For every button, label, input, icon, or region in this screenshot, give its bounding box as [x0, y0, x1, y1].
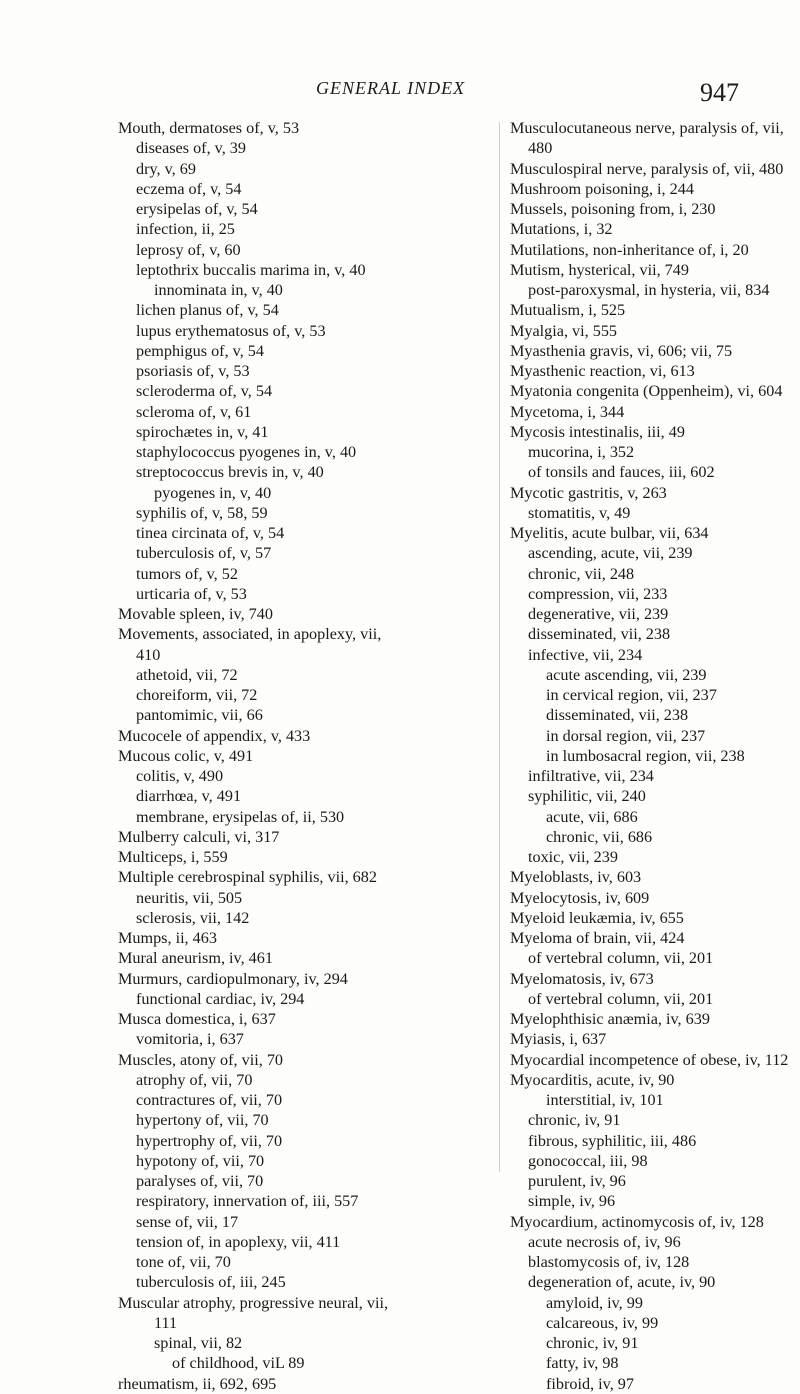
index-entry: Multiple cerebrospinal syphilis, vii, 682 — [118, 868, 377, 887]
index-entry: Myeloma of brain, vii, 424 — [510, 929, 685, 947]
index-entry: calcareous, iv, 99 — [546, 1313, 659, 1332]
index-entry: Myocarditis, acute, iv, 90 — [510, 1070, 675, 1089]
index-entry: infection, ii, 25 — [136, 220, 235, 239]
page-number: 947 — [700, 78, 739, 107]
index-entry: Mycotic gastritis, v, 263 — [510, 483, 667, 502]
index-entry: urticaria of, v, 53 — [136, 584, 247, 603]
column-divider — [499, 122, 500, 1172]
index-entry: stomatitis, v, 49 — [528, 503, 631, 522]
index-entry: mucorina, i, 352 — [528, 443, 635, 461]
index-entry: acute ascending, vii, 239 — [546, 665, 707, 684]
index-entry: Muscles, atony of, vii, 70 — [118, 1050, 284, 1069]
index-entry: Myiasis, i, 637 — [510, 1030, 607, 1049]
running-title: GENERAL INDEX — [316, 78, 466, 98]
index-entry: degeneration of, acute, iv, 90 — [528, 1273, 716, 1292]
index-entry: Musculospiral nerve, paralysis of, vii, 480 — [510, 159, 784, 178]
index-entry: disseminated, vii, 238 — [528, 625, 671, 644]
index-entry: degenerative, vii, 239 — [528, 605, 669, 623]
index-entry: spirochætes in, v, 41 — [136, 422, 269, 441]
index-entry: tuberculosis of, v, 57 — [136, 544, 272, 563]
index-entry: tumors of, v, 52 — [136, 564, 238, 583]
index-entry: of childhood, viL 89 — [172, 1354, 305, 1373]
index-entry: tension of, in apoplexy, vii, 411 — [136, 1232, 341, 1251]
index-entry: chronic, vii, 248 — [528, 564, 635, 583]
index-entry: Mutism, hysterical, vii, 749 — [510, 260, 689, 279]
index-entry: Myasthenia gravis, vi, 606; vii, 75 — [510, 341, 733, 360]
index-entry: Mycetoma, i, 344 — [510, 402, 625, 421]
index-entry: Mutilations, non-inheritance of, i, 20 — [510, 240, 749, 259]
index-entry: hypertony of, vii, 70 — [136, 1111, 269, 1130]
index-entry: atrophy of, vii, 70 — [136, 1070, 253, 1089]
index-entry: functional cardiac, iv, 294 — [136, 989, 305, 1008]
index-entry: of tonsils and fauces, iii, 602 — [528, 463, 715, 482]
index-entry: Myocardium, actinomycosis of, iv, 128 — [510, 1212, 764, 1231]
index-entry: simple, iv, 96 — [528, 1192, 616, 1211]
index-entry: contractures of, vii, 70 — [136, 1091, 283, 1109]
index-entry: Mulberry calculi, vi, 317 — [118, 827, 280, 846]
index-entry: Muscular atrophy, progressive neural, vii, — [118, 1293, 389, 1312]
index-entry: scleroma of, v, 61 — [136, 402, 252, 421]
index-entry: chronic, iv, 91 — [546, 1334, 639, 1352]
index-entry: lupus erythematosus of, v, 53 — [136, 321, 326, 340]
index-entry: Mucocele of appendix, v, 433 — [118, 726, 311, 745]
index-entry: amyloid, iv, 99 — [546, 1293, 643, 1312]
index-entry: Myelomatosis, iv, 673 — [510, 969, 654, 988]
index-entry: interstitial, iv, 101 — [546, 1091, 664, 1109]
index-entry: compression, vii, 233 — [528, 584, 668, 603]
index-entry: Mussels, poisoning from, i, 230 — [510, 200, 716, 218]
index-entry: fibrous, syphilitic, iii, 486 — [528, 1131, 697, 1150]
index-entry: sclerosis, vii, 142 — [136, 908, 250, 927]
index-entry: syphilitic, vii, 240 — [528, 787, 646, 806]
index-entry: tuberculosis of, iii, 245 — [136, 1273, 286, 1292]
index-entry: Mushroom poisoning, i, 244 — [510, 179, 694, 198]
index-entry: colitis, v, 490 — [136, 767, 224, 785]
index-entry: infective, vii, 234 — [528, 645, 643, 664]
index-entry: dry, v, 69 — [136, 159, 196, 178]
index-entry: vomitoria, i, 637 — [136, 1030, 244, 1049]
index-entry: 410 — [136, 645, 161, 664]
index-entry: erysipelas of, v, 54 — [136, 200, 258, 218]
index-entry: ascending, acute, vii, 239 — [528, 544, 693, 563]
index-entry: of vertebral column, vii, 201 — [528, 989, 714, 1008]
index-entry: tone of, vii, 70 — [136, 1253, 231, 1271]
index-entry: Myelitis, acute bulbar, vii, 634 — [510, 524, 709, 542]
index-entry: pemphigus of, v, 54 — [136, 341, 264, 360]
index-entry: Myatonia congenita (Oppenheim), vi, 604 — [510, 382, 783, 401]
index-entry: pantomimic, vii, 66 — [136, 706, 263, 725]
index-entry: spinal, vii, 82 — [154, 1334, 243, 1352]
index-entry: Myasthenic reaction, vi, 613 — [510, 362, 695, 380]
index-entry: respiratory, innervation of, iii, 557 — [136, 1192, 359, 1211]
index-entry: post-paroxysmal, in hysteria, vii, 834 — [528, 281, 770, 299]
index-entry: leprosy of, v, 60 — [136, 240, 241, 259]
index-entry: rheumatism, ii, 692, 695 — [118, 1374, 277, 1393]
index-entry: syphilis of, v, 58, 59 — [136, 503, 268, 522]
index-entry: hypertrophy of, vii, 70 — [136, 1131, 283, 1150]
index-entry: gonococcal, iii, 98 — [528, 1151, 648, 1170]
index-entry: Multiceps, i, 559 — [118, 848, 228, 866]
index-entry: acute, vii, 686 — [546, 807, 638, 826]
index-entry: in cervical region, vii, 237 — [546, 686, 717, 704]
index-entry: Mouth, dermatoses of, v, 53 — [118, 119, 300, 137]
index-entry: Mucous colic, v, 491 — [118, 746, 254, 765]
index-entry: staphylococcus pyogenes in, v, 40 — [136, 443, 357, 461]
index-entry: Mutations, i, 32 — [510, 220, 613, 239]
index-entry: acute necrosis of, iv, 96 — [528, 1232, 681, 1251]
index-entry: Murmurs, cardiopulmonary, iv, 294 — [118, 969, 348, 988]
index-entry: Musculocutaneous nerve, paralysis of, vii, — [510, 119, 784, 137]
index-entry: Mycosis intestinalis, iii, 49 — [510, 422, 685, 441]
index-entry: sense of, vii, 17 — [136, 1212, 239, 1231]
page-header — [0, 72, 800, 108]
index-entry: purulent, iv, 96 — [528, 1172, 626, 1190]
index-entry: leptothrix buccalis marima in, v, 40 — [136, 260, 366, 279]
index-entry: lichen planus of, v, 54 — [136, 301, 279, 320]
index-entry: eczema of, v, 54 — [136, 179, 242, 198]
index-entry: fibroid, iv, 97 — [546, 1374, 634, 1393]
index-entry: Myocardial incompetence of obese, iv, 112 — [510, 1050, 789, 1069]
index-entry: streptococcus brevis in, v, 40 — [136, 463, 324, 482]
index-entry: athetoid, vii, 72 — [136, 665, 238, 684]
index-entry: Myelophthisic anæmia, iv, 639 — [510, 1010, 710, 1028]
index-entry: psoriasis of, v, 53 — [136, 362, 250, 380]
index-entry: 480 — [528, 139, 553, 158]
index-entry: Myeloblasts, iv, 603 — [510, 868, 642, 887]
index-entry: scleroderma of, v, 54 — [136, 382, 273, 401]
index-entry: blastomycosis of, iv, 128 — [528, 1253, 690, 1271]
index-entry: Mumps, ii, 463 — [118, 929, 217, 947]
index-entry: tinea circinata of, v, 54 — [136, 524, 285, 542]
index-entry: choreiform, vii, 72 — [136, 686, 258, 704]
index-entry: innominata in, v, 40 — [154, 281, 283, 299]
index-entry: diseases of, v, 39 — [136, 139, 246, 158]
index-entry: 111 — [154, 1313, 178, 1332]
index-entry: pyogenes in, v, 40 — [154, 483, 272, 502]
index-entry: diarrhœa, v, 491 — [136, 787, 242, 806]
index-entry: Musca domestica, i, 637 — [118, 1010, 276, 1028]
index-entry: Mutualism, i, 525 — [510, 301, 626, 320]
index-entry: in lumbosacral region, vii, 238 — [546, 746, 745, 765]
index-entry: Myalgia, vi, 555 — [510, 321, 618, 340]
index-entry: hypotony of, vii, 70 — [136, 1151, 265, 1170]
index-entry: in dorsal region, vii, 237 — [546, 726, 706, 745]
index-entry: neuritis, vii, 505 — [136, 888, 243, 907]
index-entry: infiltrative, vii, 234 — [528, 767, 654, 785]
index-column-right — [510, 118, 789, 1394]
index-entry: disseminated, vii, 238 — [546, 706, 689, 725]
index-column-left — [118, 118, 490, 1394]
index-entry: Movements, associated, in apoplexy, vii, — [118, 625, 382, 644]
index-entry: toxic, vii, 239 — [528, 848, 618, 866]
index-entry: Mural aneurism, iv, 461 — [118, 949, 273, 968]
index-entry: Myeloid leukæmia, iv, 655 — [510, 908, 684, 927]
index-entry: chronic, iv, 91 — [528, 1111, 621, 1130]
index-entry: fatty, iv, 98 — [546, 1354, 619, 1373]
index-entry: of vertebral column, vii, 201 — [528, 949, 714, 968]
index-entry: paralyses of, vii, 70 — [136, 1172, 264, 1190]
index-entry: chronic, vii, 686 — [546, 827, 653, 846]
index-entry: membrane, erysipelas of, ii, 530 — [136, 807, 345, 826]
index-entry: Myelocytosis, iv, 609 — [510, 888, 650, 907]
index-entry: Movable spleen, iv, 740 — [118, 605, 273, 623]
